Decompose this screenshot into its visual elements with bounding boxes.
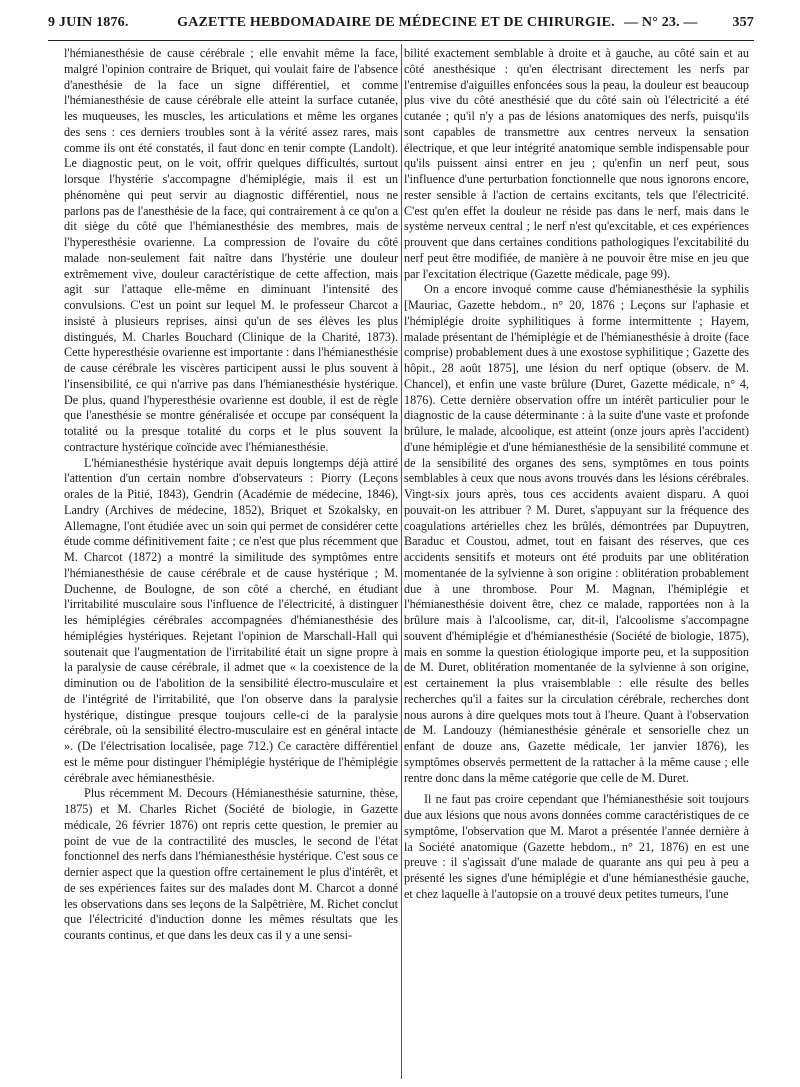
issue-date: 9 JUIN 1876. (48, 15, 129, 30)
paragraph: bilité exactement semblable à droite et à gauche, au côté sain et au côté anesthésique : qu'en électrisant directement les nerfs par l'entremise d'aiguilles enfoncées sous la peau, la douleur est beaucoup plus vive du côté anesthésié que du côté sain où l'électricité a été cutanée ; qu'il n'y a pas de lésions anatomiques des nerfs, puisqu'ils sont capables de transmettre aux centres nerveux la sensation électrique, et que leur intégrité anatomique semble indispensable pour qu'ils puissent ainsi entrer en jeu ; qu'enfin un nerf peut, sous l'influence d'une perturbation fonctionnelle que nous ignorons encore, rester sensible à l'action de certains excitants, tels que l'électricité. C'est qu'en effet la douleur ne réside pas dans le nerf, mais dans le système nerveux central ; le nerf n'est qu'excitable, et ces expériences prouvent que dans certaines conditions pathologiques l'excitabilité du nerf peut être modifiée, de manière à ne pouvoir être mise en jeu que par l'excitation électrique (Gazette médicale, page 99). (404, 46, 749, 281)
left-column (64, 46, 398, 1076)
header-rule (48, 40, 754, 41)
paragraph: l'hémianesthésie de cause cérébrale ; elle envahit même la face, malgré l'opinion contraire de Briquet, qui voulait faire de l'absence d'anesthésie de la face un signe différentiel, et comme l'hémianesthésie de cause cérébrale elle atteint la surface cutanée, les muqueuses, les muscles, les articulations et même les organes des sens : ces derniers troubles sont à la vérité assez rares, mais comme ils ont été constatés, il faut donc en tenir compte (Landolt). Le diagnostic peut, on le voit, offrir quelques difficultés, surtout lorsque l'hystérie s'accompagne d'hémiplégie, mais il est un phénomène qui peut servir au diagnostic différentiel, nous ne parlons pas de l'anesthésie de la face, qui contrairement à ce qu'on a dit siège du côté que l'hémianesthésie des membres, mais de l'hyperesthésie ovarienne. La compression de l'ovaire du côté malade non-seulement fait naître dans l'hystérie une douleur extrêmement vive, douleur caractéristique de cette affection, mais agit sur l'attaque elle-même en diminuant l'intensité des convulsions. C'est un point sur lequel M. le professeur Charcot a insisté à plusieurs reprises, ainsi qu'un de ses élèves les plus distingués, M. Charles Bouchard (Clinique de la Charité, 1873). Cette hyperesthésie ovarienne est importante : dans l'hémianesthésie de cause cérébrale les viscères participent aussi le plus souvent à l'insensibilité, ce qui n'arrive pas dans l'hémianesthésie hystérique. De plus, quand l'hyperesthésie ovarienne est double, il est de règle que l'anesthésie se montre généralisée et occupe par conséquent la totalité ou la presque totalité du corps et le plus souvent la contracture hystérique coïncide avec l'hémianesthésie. (64, 46, 398, 454)
paragraph: On a encore invoqué comme cause d'hémianesthésie la syphilis [Mauriac, Gazette hebdom., n° 20, 1876 ; Leçons sur l'aphasie et l'hémiplégie droite syphilitiques à forme intermittente ; Hayem, malade présentant de l'hémiplégie et de l'hémianesthésie à droite (face comprise) probablement dues à une exostose syphilitique ; Gazette des hôpit., 28 août 1875], une lésion du nerf optique (observ. de M. Chancel), et enfin une vaste brûlure (Duret, Gazette médicale, n° 4, 1876). Cette dernière observation offre un intérêt particulier pour le diagnostic de la cause déterminante : à la suite d'une vaste et profonde brûlure, le malade, alcoolique, est atteint (onze jours après l'accident) d'une hémiplégie et d'une hémianesthésie de la sensibilité commune et de la sensibilité des organes des sens, symptômes en tous points semblables à ceux que nous avons trouvés dans les lésions cérébrales. Vingt-six jours après, tous ces accidents avaient disparu. A quoi pouvait-on les attribuer ? M. Duret, s'appuyant sur la fréquence des coagulations artérielles chez les brûlés, démontrées par Dupuytren, Baraduc et Coustou, admet, tout en faisant des réserves, que ces accidents sensitifs et moteurs ont été produits par une oblitération momentanée de la sylvienne à son origine : oblitération probablement due à une thrombose. Pour M. Magnan, l'hémiplégie et l'hémianesthésie doivent être, chez ce malade, rapportées non à la brûlure mais à l'alcoolisme, car, dit-il, l'alcoolisme s'accompagne souvent d'hémiplégie et d'hémianesthésie (Société de biologie, 1875), mais en somme la question étiologique importe peu, et la supposition de M. Duret, oblitération momentanée de la sylvienne à son origine, est certainement la plus vraisemblable : elle résulte des belles recherches qu'il a faites sur la circulation cérébrale, recherches dont nous aurons à dire quelques mots tout à l'heure. Quant à l'observation de M. Landouzy (hémianesthésie générale et sensorielle chez un enfant de douze ans, Gazette médicale, 1er janvier 1876), les symptômes observés permettent de la rattacher à la même cause ; elle rentre donc dans la même catégorie que celle de M. Duret. (404, 282, 749, 785)
right-column (404, 46, 749, 1076)
paragraph: Il ne faut pas croire cependant que l'hémianesthésie soit toujours due aux lésions que nous avons données comme caractéristiques de ce symptôme, l'observation que M. Marot a présentée l'année dernière à la Société anatomique (Gazette hebdom., n° 21, 1876) en est une preuve : il s'agissait d'une malade de quarante ans qui peu à peu a présenté les signes d'une hémiplégie et d'une hémianesthésie gauche, et chez laquelle à l'autopsie on a trouvé deux petites tumeurs, l'une (404, 792, 749, 901)
page-number: 357 (732, 15, 754, 30)
paragraph: Plus récemment M. Decours (Hémianesthésie saturnine, thèse, 1875) et M. Charles Richet (Société de biologie, in Gazette médicale, 26 février 1876) ont repris cette question, le premier au point de vue de la contractilité des muscles, le second de l'état fonctionnel des nerfs dans l'hémianesthésie hystérique. C'est sous ce dernier aspect que la question offre certainement le plus d'intérêt, et de ses expériences faites sur des malades dont M. Charcot a donné les observations dans ses leçons de la Salpêtrière, M. Richet conclut que l'électricité d'induction donne les mêmes résultats que les courants continus, et que dans les deux cas il y a une sensi- (64, 786, 398, 942)
issue-number: — N° 23. — (624, 15, 698, 30)
issue-info (624, 15, 754, 31)
column-divider (401, 44, 402, 1079)
running-header (48, 8, 754, 38)
paragraph: L'hémianesthésie hystérique avait depuis longtemps déjà attiré l'attention d'un certain nombre d'observateurs : Piorry (Leçons orales de la Pitié, 1843), Gendrin (Académie de médecine, 1846), Landry (Archives de médecine, 1852), Briquet et Szokalsky, en Allemagne, l'ont étudiée avec un soin qui permet de considérer cette étude comme définitivement faite ; ce n'est que plus récemment que M. Charcot (1872) a montré la similitude des symptômes entre l'hémianesthésie de cause cérébrale et de cause hystérique ; M. Duchenne, de Boulogne, de son côté a cherché, en étudiant l'irritabilité musculaire sous l'influence de l'électricité, à distinguer les hémiplégies cérébrales accompagnées d'hémianesthésie des hémiplégies hystériques. Rejetant l'opinion de Marschall-Hall qui soutenait que l'augmentation de l'irritabilité était un signe propre à la paralysie de cause cérébrale, il admet que « la coexistence de la diminution ou de l'abolition de la sensibilité électro-musculaire et de l'intégrité de l'irritabilité, que l'on observe dans la paralysie hystérique, distingue presque toujours celle-ci de la paralysie cérébrale, où la sensibilité électro-musculaire est en général intacte ». (De l'électrisation localisée, page 712.) Ce caractère différentiel est le même pour distinguer l'hémiplégie hystérique de l'hémiplégie cérébrale avec hémianesthésie. (64, 455, 398, 785)
journal-title: GAZETTE HEBDOMADAIRE DE MÉDECINE ET DE CHIRURGIE. (177, 15, 615, 30)
